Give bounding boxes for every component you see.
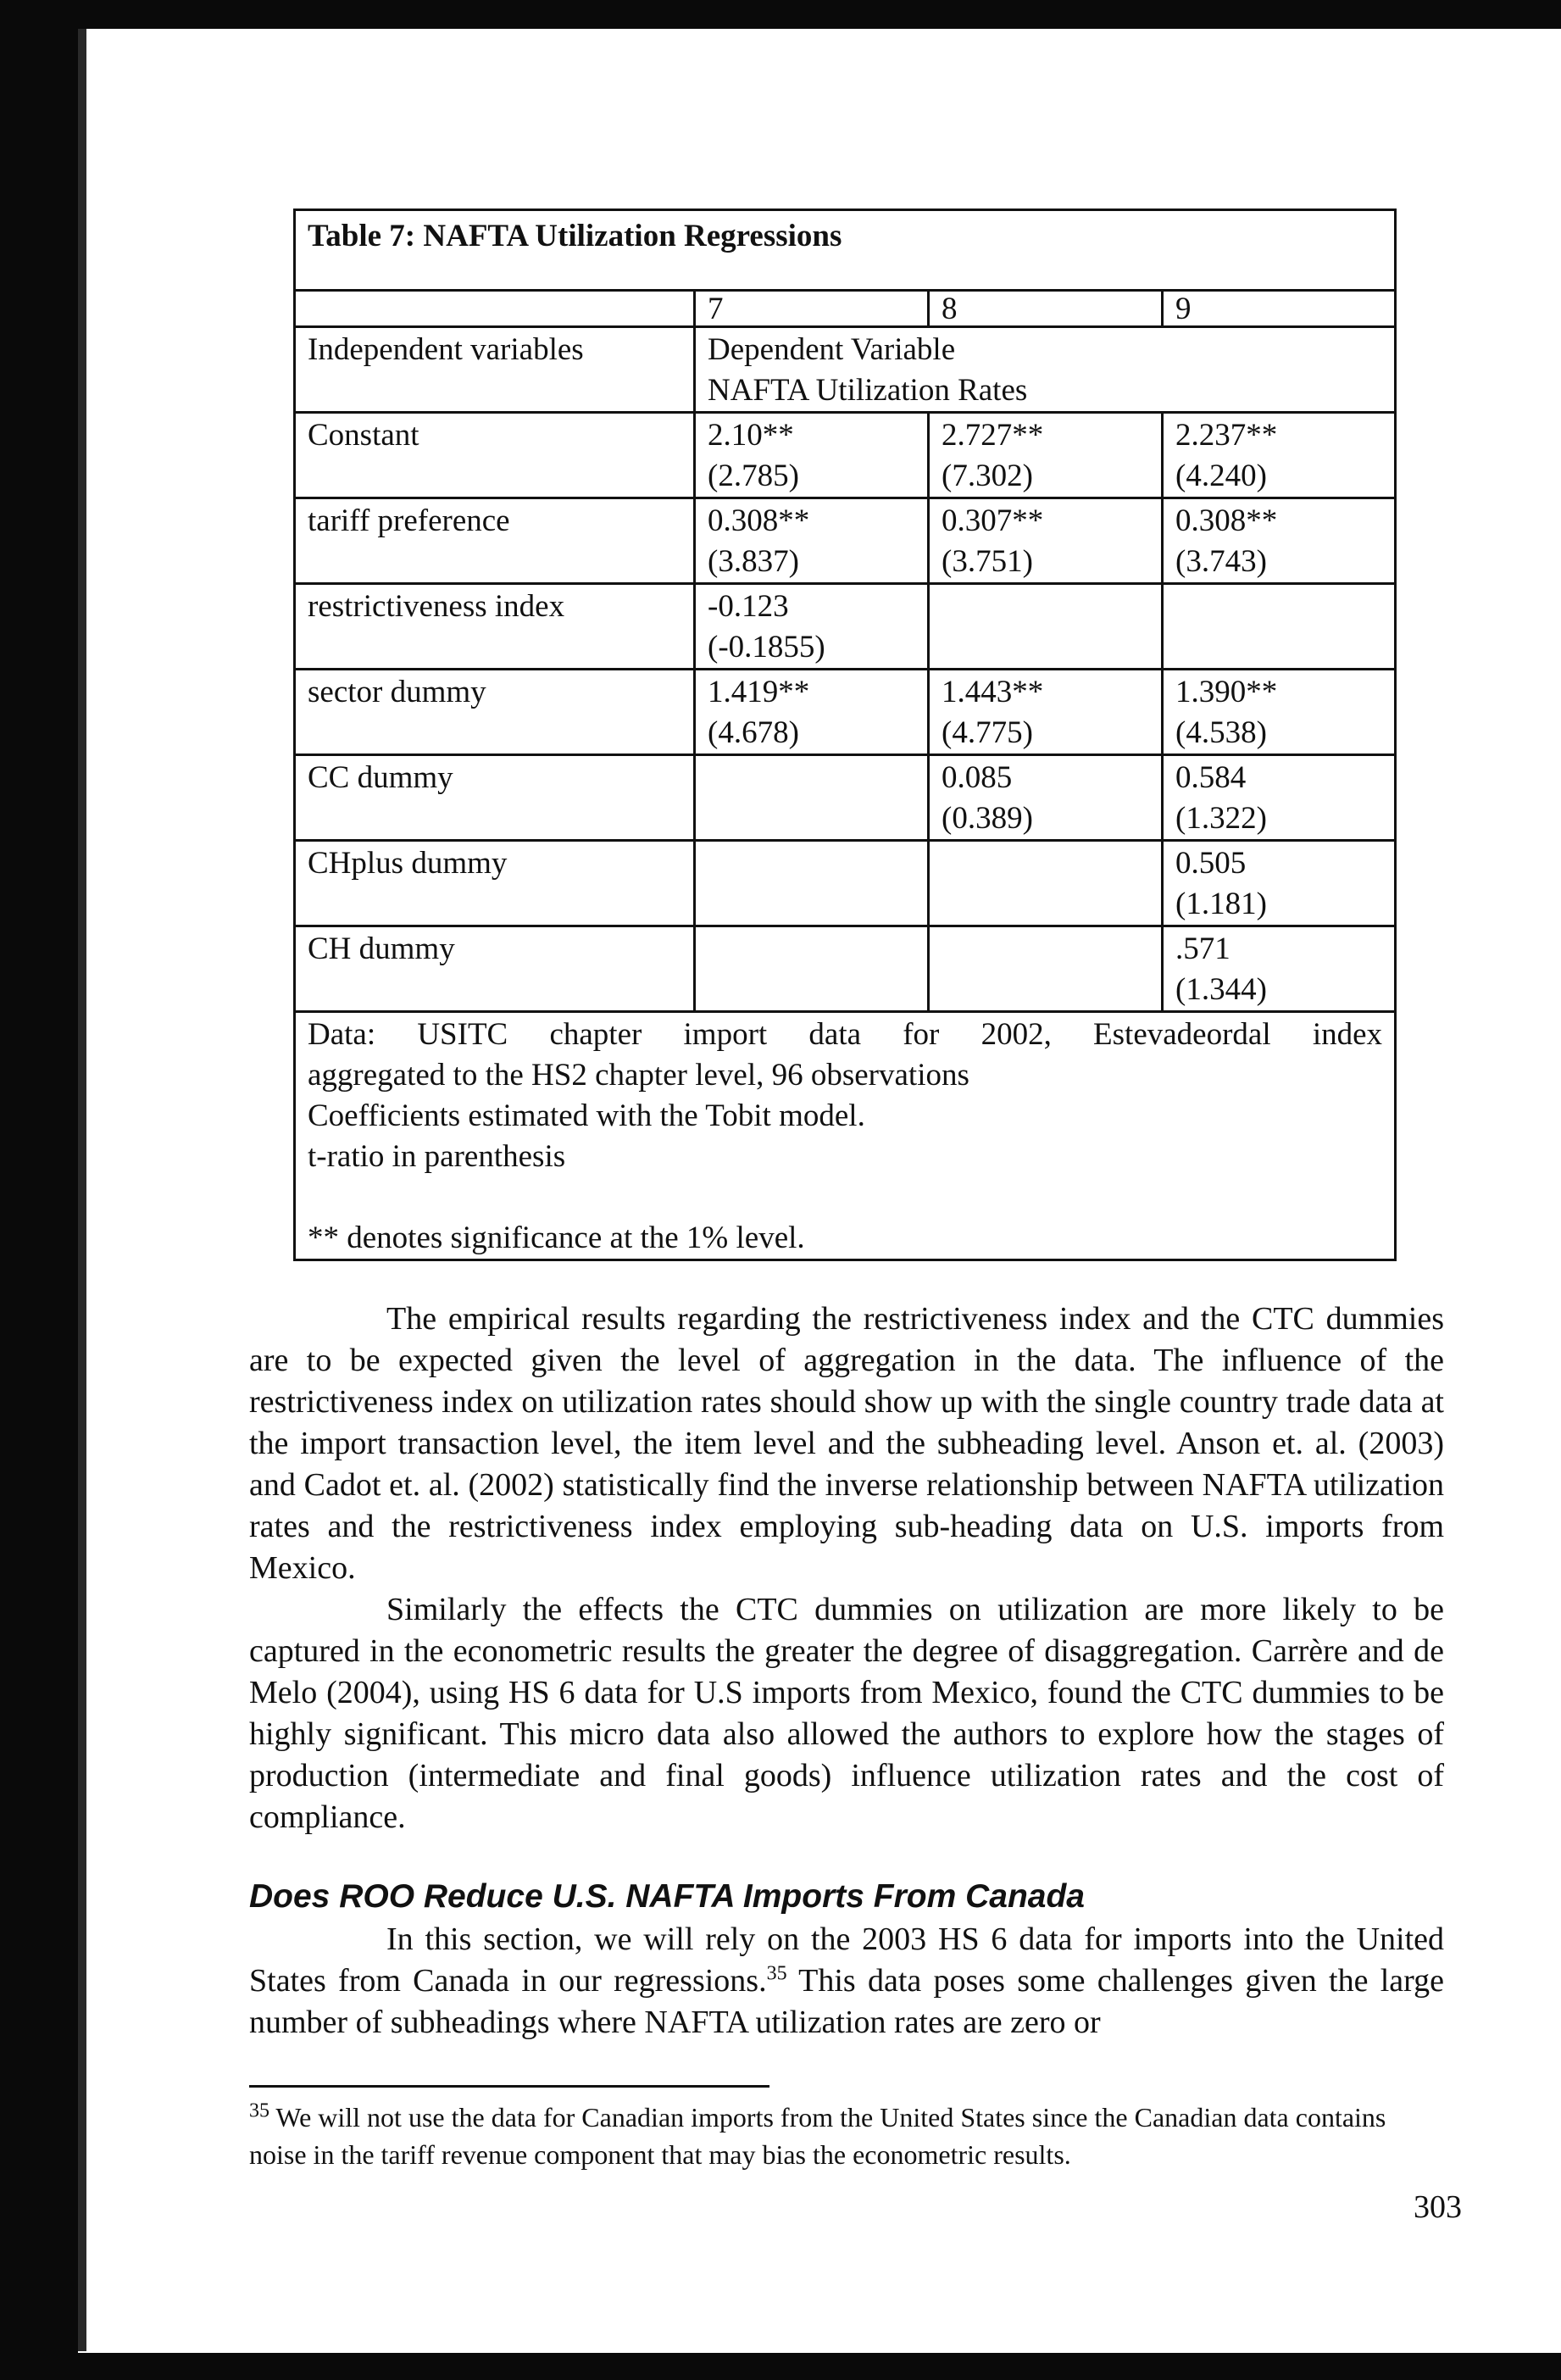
table-note-significance: ** denotes significance at the 1% level. xyxy=(308,1221,805,1255)
coefficient: 1.419** xyxy=(708,675,810,709)
section-heading: Does ROO Reduce U.S. NAFTA Imports From Canada xyxy=(249,1878,1085,1915)
table-title: Table 7: NAFTA Utilization Regressions xyxy=(295,210,1396,291)
t-ratio: (4.240) xyxy=(1175,459,1267,493)
coef-cell xyxy=(929,584,1163,670)
coefficient: 0.308** xyxy=(708,503,810,538)
t-ratio: (1.322) xyxy=(1175,801,1267,836)
row-label: CHplus dummy xyxy=(295,841,695,926)
coefficient: -0.123 xyxy=(708,589,789,624)
regression-table-container xyxy=(293,209,1394,1261)
table-note-t-ratio: t-ratio in parenthesis xyxy=(308,1139,566,1174)
body-paragraphs xyxy=(249,1298,1444,1838)
table-row xyxy=(295,926,1396,1012)
paragraph-canada-section xyxy=(249,1919,1444,2044)
footnote-text: We will not use the data for Canadian imports from the United States since the Canadian data contains noise in the tariff revenue component that may bias the econometric results. xyxy=(249,2102,1386,2170)
t-ratio: (-0.1855) xyxy=(708,630,825,665)
coef-cell xyxy=(695,413,929,498)
coefficient: 2.237** xyxy=(1175,418,1278,453)
row-label: sector dummy xyxy=(295,670,695,755)
coefficient: 0.505 xyxy=(1175,846,1247,881)
header-row xyxy=(295,327,1396,413)
table-row xyxy=(295,841,1396,926)
coef-cell xyxy=(1163,498,1396,584)
coefficient: 0.308** xyxy=(1175,503,1278,538)
table-note-aggregation: aggregated to the HS2 chapter level, 96 observations xyxy=(308,1058,969,1093)
row-label: restrictiveness index xyxy=(295,584,695,670)
coefficient: 2.727** xyxy=(942,418,1044,453)
dependent-variable-header xyxy=(695,327,1396,413)
t-ratio: (1.181) xyxy=(1175,887,1267,921)
coef-cell xyxy=(1163,413,1396,498)
column-number-8: 8 xyxy=(929,291,1163,327)
column-number-9: 9 xyxy=(1163,291,1396,327)
page-number: 303 xyxy=(1414,2189,1462,2225)
coef-cell xyxy=(929,926,1163,1012)
t-ratio: (1.344) xyxy=(1175,972,1267,1007)
coefficient: 0.584 xyxy=(1175,760,1247,795)
coefficient: 0.085 xyxy=(942,760,1013,795)
t-ratio: (3.837) xyxy=(708,544,799,579)
coef-cell xyxy=(1163,670,1396,755)
table-row xyxy=(295,755,1396,841)
coef-cell xyxy=(695,584,929,670)
coef-cell xyxy=(695,926,929,1012)
row-label: Constant xyxy=(295,413,695,498)
column-number-blank xyxy=(295,291,695,327)
t-ratio: (2.785) xyxy=(708,459,799,493)
t-ratio: (3.743) xyxy=(1175,544,1267,579)
t-ratio: (4.775) xyxy=(942,715,1033,750)
table-note-spacer xyxy=(308,1177,1382,1218)
coefficient: 0.307** xyxy=(942,503,1044,538)
table-notes xyxy=(295,1012,1396,1260)
coef-cell xyxy=(929,670,1163,755)
table-row xyxy=(295,498,1396,584)
scan-border-bottom xyxy=(0,2353,1561,2380)
coef-cell xyxy=(929,413,1163,498)
table-row xyxy=(295,670,1396,755)
paragraph-hs6-text-a: In this section, we will rely on the 2003 HS 6 data for imports into the United States from Canada in our regressions. xyxy=(249,1921,1444,1999)
coef-cell xyxy=(929,755,1163,841)
coef-cell xyxy=(695,670,929,755)
table-row xyxy=(295,584,1396,670)
table-note-data-source: Data: USITC chapter import data for 2002, Estevadeordal index xyxy=(308,1017,1383,1052)
coef-cell xyxy=(1163,755,1396,841)
column-number-row xyxy=(295,291,1396,327)
independent-variables-header: Independent variables xyxy=(295,327,695,413)
scan-border-top xyxy=(0,0,1561,29)
coef-cell xyxy=(695,755,929,841)
table-note-estimation: Coefficients estimated with the Tobit model. xyxy=(308,1098,865,1133)
coef-cell xyxy=(1163,926,1396,1012)
table-notes-row xyxy=(295,1012,1396,1260)
paragraph-hs6-data xyxy=(249,1919,1444,2044)
dependent-variable-line-1: Dependent Variable xyxy=(708,332,956,367)
row-label: CH dummy xyxy=(295,926,695,1012)
t-ratio: (3.751) xyxy=(942,544,1033,579)
coef-cell xyxy=(929,498,1163,584)
coefficient: 1.390** xyxy=(1175,675,1278,709)
coef-cell xyxy=(695,498,929,584)
scan-border-left xyxy=(0,0,78,2380)
t-ratio: (0.389) xyxy=(942,801,1033,836)
paragraph-hs6-text-b: This data poses some challenges given the large number of subheadings where NAFTA utilization rates are zero or xyxy=(249,1963,1444,2040)
row-label: CC dummy xyxy=(295,755,695,841)
coef-cell xyxy=(695,841,929,926)
t-ratio: (7.302) xyxy=(942,459,1033,493)
footnote-number: 35 xyxy=(249,2099,269,2122)
footnote-rule xyxy=(249,2085,769,2088)
t-ratio: (4.538) xyxy=(1175,715,1267,750)
row-label: tariff preference xyxy=(295,498,695,584)
footnote xyxy=(249,2099,1444,2173)
paragraph-empirical-results: The empirical results regarding the restrictiveness index and the CTC dummies are to be expected given the level of aggregation in the data. The influence of the restrictiveness index on utilization rates should show up with the single country trade data at the import transaction level, the item level and the subheading level. Anson et. al. (2003) and Cadot et. al. (2002) statistically find the inverse relationship between NAFTA utilization rates and the restrictiveness index employing sub-heading data on U.S. imports from Mexico. xyxy=(249,1301,1444,1586)
table-title-row xyxy=(295,210,1396,291)
coef-cell xyxy=(929,841,1163,926)
footnote-reference: 35 xyxy=(766,1962,787,1985)
coefficient: 1.443** xyxy=(942,675,1044,709)
coef-cell xyxy=(1163,841,1396,926)
column-number-7: 7 xyxy=(695,291,929,327)
coefficient: .571 xyxy=(1175,931,1230,966)
table-row xyxy=(295,413,1396,498)
coefficient: 2.10** xyxy=(708,418,794,453)
scan-border-left-shadow xyxy=(78,29,86,2351)
dependent-variable-line-2: NAFTA Utilization Rates xyxy=(708,373,1028,408)
paragraph-ctc-dummies: Similarly the effects the CTC dummies on utilization are more likely to be captured in the econometric results the greater the degree of disaggregation. Carrère and de Melo (2004), using HS 6 data for U.S imports from Mexico, found the CTC dummies to be highly significant. This micro data also allowed the authors to explore how the stages of production (intermediate and final goods) influence utilization rates and the cost of compliance. xyxy=(249,1592,1444,1835)
t-ratio: (4.678) xyxy=(708,715,799,750)
regression-table xyxy=(293,209,1397,1261)
coef-cell xyxy=(1163,584,1396,670)
